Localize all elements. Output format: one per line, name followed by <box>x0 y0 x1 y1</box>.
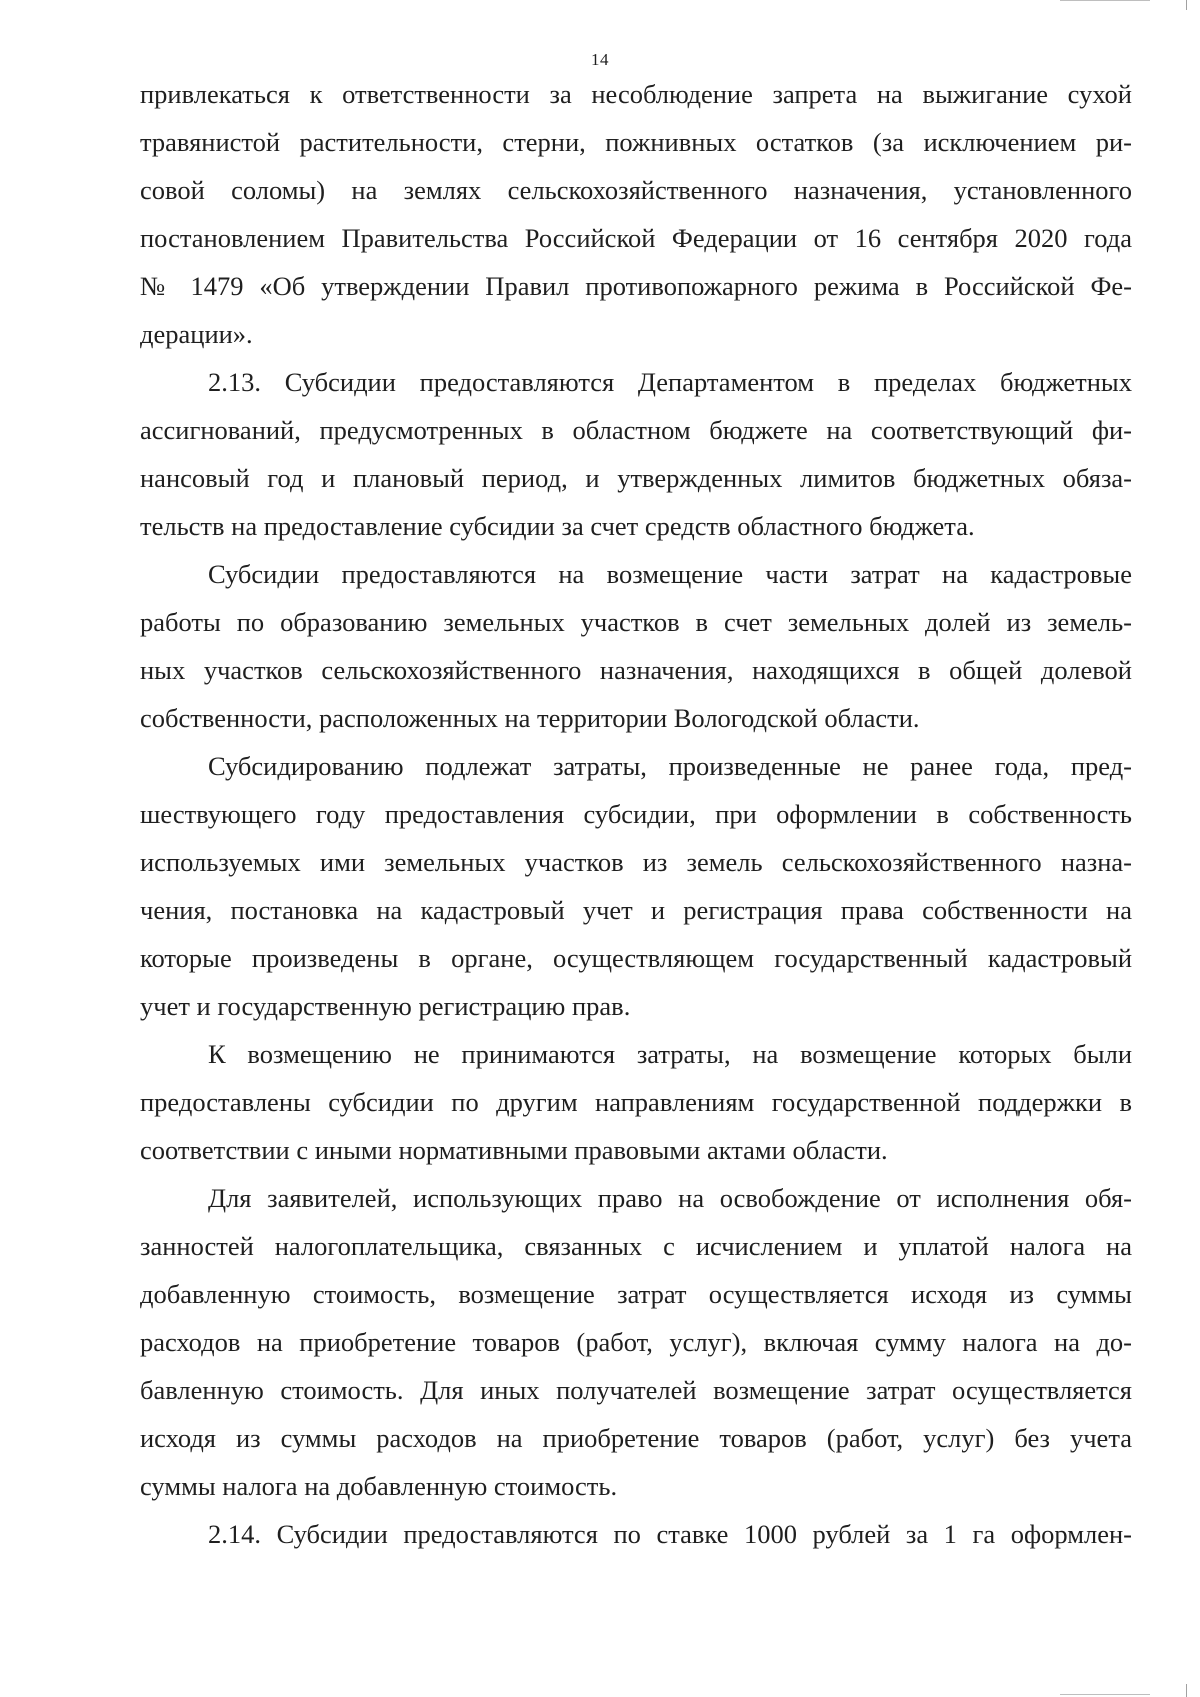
scan-artifact-top-edge <box>1186 0 1187 10</box>
text-line: которые произведены в органе, осуществляющем государственный кадастровый <box>140 943 1132 973</box>
text-line: 2.13. Субсидии предоставляются Департаментом в пределах бюджетных <box>208 367 1132 397</box>
page-number: 14 <box>591 50 609 69</box>
text-line: учет и государственную регистрацию прав. <box>140 991 631 1021</box>
paragraph-2-14 <box>140 1516 1132 1564</box>
text-line: добавленную стоимость, возмещение затрат осуществляется исходя из суммы <box>140 1279 1132 1309</box>
text-line: травянистой растительности, стерни, пожнивных остатков (за исключением ри- <box>140 127 1132 157</box>
text-line: Субсидированию подлежат затраты, произведенные не ранее года, пред- <box>208 751 1132 781</box>
text-line: постановлением Правительства Российской Федерации от 16 сентября 2020 года <box>140 223 1132 253</box>
paragraph-cadastral-works <box>140 556 1132 748</box>
text-line: используемых ими земельных участков из земель сельскохозяйственного назна- <box>140 847 1132 877</box>
text-line: Для заявителей, использующих право на освобождение от исполнения обя- <box>208 1183 1132 1213</box>
text-line: расходов на приобретение товаров (работ, услуг), включая сумму налога на до- <box>140 1327 1132 1357</box>
text-line: № 1479 «Об утверждении Правил противопожарного режима в Российской Фе- <box>140 271 1132 301</box>
paragraph-vat <box>140 1180 1132 1516</box>
text-line: 2.14. Субсидии предоставляются по ставке 1000 рублей за 1 га оформлен- <box>208 1519 1132 1549</box>
paragraph-subsidized-costs <box>140 748 1132 1036</box>
text-line: тельств на предоставление субсидии за счет средств областного бюджета. <box>140 511 975 541</box>
text-line: ассигнований, предусмотренных в областном бюджете на соответствующий фи- <box>140 415 1132 445</box>
text-line: шествующего году предоставления субсидии, при оформлении в собственность <box>140 799 1132 829</box>
scan-artifact-top <box>1060 0 1150 1</box>
scan-artifact-bottom <box>1060 1694 1150 1695</box>
text-line: бавленную стоимость. Для иных получателей возмещение затрат осуществляется <box>140 1375 1132 1405</box>
text-line: суммы налога на добавленную стоимость. <box>140 1471 618 1501</box>
scan-artifact-bottom-edge <box>1186 1684 1187 1697</box>
text-line: исходя из суммы расходов на приобретение товаров (работ, услуг) без учета <box>140 1423 1132 1453</box>
text-line: занностей налогоплательщика, связанных с исчислением и уплатой налога на <box>140 1231 1132 1261</box>
text-line: совой соломы) на землях сельскохозяйственного назначения, установленного <box>140 175 1132 205</box>
text-line: К возмещению не принимаются затраты, на возмещение которых были <box>208 1039 1132 1069</box>
text-line: ных участков сельскохозяйственного назначения, находящихся в общей долевой <box>140 655 1132 685</box>
paragraph-2-13 <box>140 364 1132 556</box>
paragraph-not-reimbursed <box>140 1036 1132 1180</box>
text-line: Субсидии предоставляются на возмещение части затрат на кадастровые <box>208 559 1132 589</box>
text-line: нансовый год и плановый период, и утвержденных лимитов бюджетных обяза- <box>140 463 1132 493</box>
text-line: работы по образованию земельных участков в счет земельных долей из земель- <box>140 607 1132 637</box>
text-line: чения, постановка на кадастровый учет и регистрация права собственности на <box>140 895 1132 925</box>
text-line: предоставлены субсидии по другим направлениям государственной поддержки в <box>140 1087 1132 1117</box>
text-line: соответствии с иными нормативными правовыми актами области. <box>140 1135 888 1165</box>
text-line: дерации». <box>140 319 253 349</box>
paragraph-fire-regime <box>140 76 1132 364</box>
document-body <box>140 76 1132 1564</box>
text-line: привлекаться к ответственности за несоблюдение запрета на выжигание сухой <box>140 79 1132 109</box>
text-line: собственности, расположенных на территории Вологодской области. <box>140 703 920 733</box>
